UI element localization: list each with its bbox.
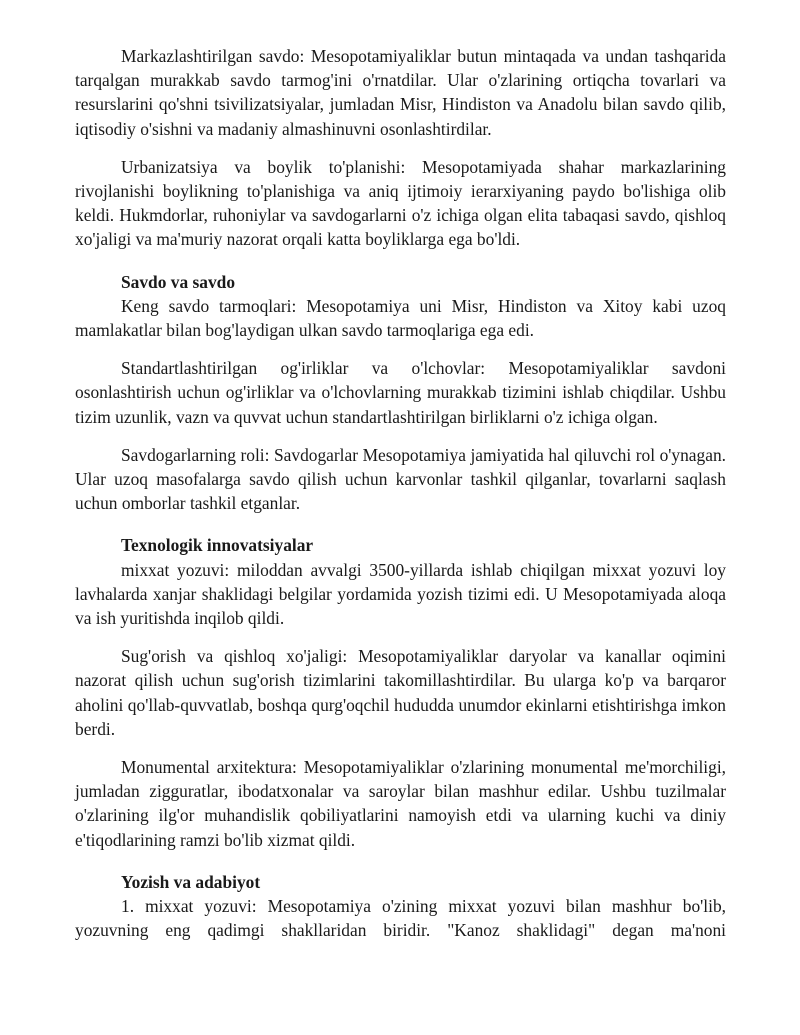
paragraph-cuneiform-writing: 1. mixxat yozuvi: Mesopotamiya o'zining mixxat yozuvi bilan mashhur bo'lib, yozuvning eng qadimgi shakllaridan biridir. "Kanoz shaklidagi" degan ma'noni (75, 896, 726, 941)
paragraph-urbanization-wealth: Urbanizatsiya va boylik to'planishi: Mesopotamiyada shahar markazlarining rivojlanishi boylikning to'planishiga va aniq ijtimoiy ierarxiyaning paydo bo'lishiga olib keldi. Hukmdorlar, ruhoniylar va savdogarlarni o'z ichiga olgan elita tabaqasi savdo, qishloq xo'jaligi va ma'muriy nazorat orqali katta boyliklarga ega bo'ldi. (75, 156, 726, 250)
paragraph-merchants-role: Savdogarlarning roli: Savdogarlar Mesopotamiya jamiyatida hal qiluvchi rol o'ynagan. Ular uzoq masofalarga savdo qilish uchun karvonlar tashkil qilganlar, tovarlarni saqlash uchun omborlar tashkil etganlar. (75, 444, 726, 514)
paragraph-centralized-trade: Markazlashtirilgan savdo: Mesopotamiyaliklar butun mintaqada va undan tashqarida tarqalgan murakkab savdo tarmog'ini o'rnatdilar. Ular o'zlarining ortiqcha tovarlari va resurslarini qo'shni tsivilizatsiyalar, jumladan Misr, Hindiston va Anadolu bilan savdo qilib, iqtisodiy o'sishni va madaniy almashinuvni osonlashtirdilar. (75, 46, 726, 139)
paragraph-weights-measures: Standartlashtirilgan og'irliklar va o'lchovlar: Mesopotamiyaliklar savdoni osonlashtirish uchun og'irliklar va o'lchovlarning murakkab tizimini ishlab chiqdilar. Ushbu tizim uzunlik, vazn va quvvat uchun standartlashtirilgan birliklarni o'z ichiga olgan. (75, 358, 726, 427)
section-heading: Savdo va savdo (121, 271, 236, 292)
paragraph-architecture: Monumental arxitektura: Mesopotamiyaliklar o'zlarining monumental me'morchiligi, jumladan zigguratlar, ibodatxonalar va saroylar bilan mashhur edilar. Ushbu tuzilmalar o'zlarining ilg'or muhandislik qobiliyatlarini namoyish etdi va ularning kuchi va diniy e'tiqodlarining ramzi bo'lib xizmat qildi. (75, 757, 726, 850)
section-writing-literature (75, 870, 726, 943)
section-technology (75, 533, 726, 851)
paragraph-trade-networks: Keng savdo tarmoqlari: Mesopotamiya uni Misr, Hindiston va Xitoy kabi uzoq mamlakatlar bilan bog'laydigan ulkan savdo tarmoqlariga ega edi. (75, 295, 726, 341)
section-heading: Yozish va adabiyot (121, 871, 261, 892)
paragraph-cuneiform: mixxat yozuvi: miloddan avvalgi 3500-yillarda ishlab chiqilgan mixxat yozuvi loy lavhalarda xanjar shaklidagi belgilar yordamida yozish tizimi edi. U Mesopotamiyada aloqa va ish yuritishda inqilob qildi. (75, 559, 726, 629)
section-trade (75, 270, 726, 516)
section-heading: Texnologik innovatsiyalar (121, 535, 314, 556)
paragraph-irrigation: Sug'orish va qishloq xo'jaligi: Mesopotamiyaliklar daryolar va kanallar oqimini nazorat qilish uchun sug'orish tizimlarini takomillashtirdilar. Bu ularga ko'p va barqaror aholini qo'llab-quvvatlab, boshqa qurg'oqchil hududda unumdor ekinlarni etishtirishga imkon berdi. (75, 646, 726, 739)
